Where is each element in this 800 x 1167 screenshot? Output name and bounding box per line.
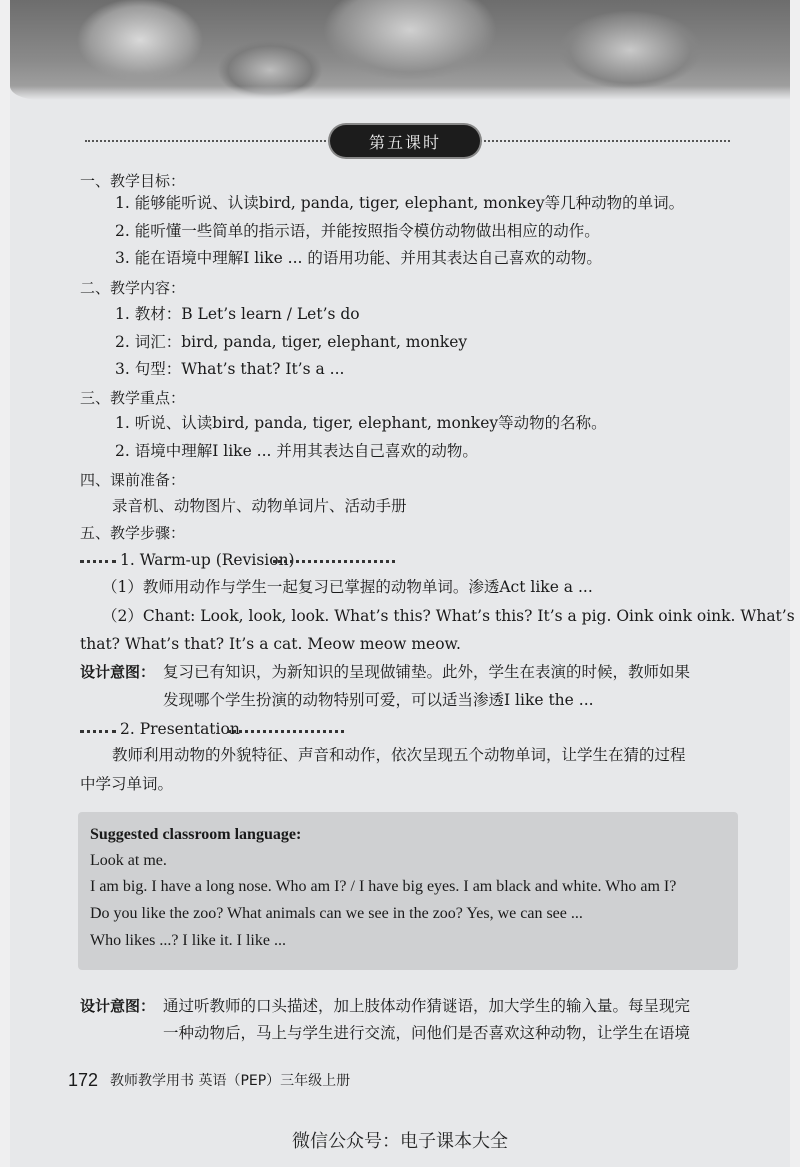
step-title: 2. Presentation <box>120 720 240 738</box>
section-heading: 一、教学目标： <box>80 172 186 190</box>
paragraph: （1）教师用动作与学生一起复习已掌握的动物单词。渗透Act like a ... <box>102 578 593 596</box>
paragraph: 复习已有知识，为新知识的呈现做铺垫。此外，学生在表演的时候，教师如果 <box>163 663 691 681</box>
wave-divider <box>80 730 116 733</box>
design-intent-label: 设计意图： <box>80 663 156 681</box>
book-title: 教师教学用书 英语（PEP）三年级上册 <box>110 1073 351 1089</box>
list-item: 2. 语境中理解I like ... 并用其表达自己喜欢的动物。 <box>115 442 478 460</box>
wave-divider <box>228 730 344 733</box>
watermark: 微信公众号：电子课本大全 <box>292 1131 508 1152</box>
list-item: 2. 能听懂一些简单的指示语，并能按照指令模仿动物做出相应的动作。 <box>115 222 600 240</box>
section-heading: 二、教学内容： <box>80 279 186 297</box>
box-line: Do you like the zoo? What animals can we see in the zoo? Yes, we can see ... <box>90 905 583 922</box>
page-number: 172 <box>68 1070 99 1090</box>
section-heading: 五、教学步骤： <box>80 524 186 542</box>
divider-right <box>480 140 730 142</box>
list-item: 1. 教材：B Let’s learn / Let’s do <box>115 305 360 323</box>
list-item: 录音机、动物图片、动物单词片、活动手册 <box>112 497 407 515</box>
list-item: 3. 能在语境中理解I like ... 的语用功能、并用其表达自己喜欢的动物。 <box>115 249 602 267</box>
decorative-banner <box>10 0 790 100</box>
box-title: Suggested classroom language: <box>90 826 302 843</box>
box-line: I am big. I have a long nose. Who am I? / I have big eyes. I am black and white. Who am I? <box>90 878 677 895</box>
paragraph: 发现哪个学生扮演的动物特别可爱，可以适当渗透I like the ... <box>163 691 594 709</box>
divider-left <box>85 140 330 142</box>
section-heading: 三、教学重点： <box>80 389 186 407</box>
paragraph: （2）Chant: Look, look, look. What’s this? What’s this? It’s a pig. Oink oink oink. What’s <box>102 607 795 625</box>
list-item: 2. 词汇：bird, panda, tiger, elephant, monkey <box>115 333 468 351</box>
wave-divider <box>80 560 116 563</box>
lesson-title: 第五课时 <box>330 125 480 157</box>
list-item: 3. 句型：What’s that? It’s a ... <box>115 360 345 378</box>
paragraph: 教师利用动物的外貌特征、声音和动作，依次呈现五个动物单词，让学生在猜的过程 <box>112 746 686 764</box>
section-heading: 四、课前准备： <box>80 471 186 489</box>
step-title: 1. Warm-up (Revision) <box>120 551 295 569</box>
box-line: Look at me. <box>90 852 167 869</box>
paragraph: 通过听教师的口头描述，加上肢体动作猜谜语，加大学生的输入量。每呈现完 <box>163 997 691 1015</box>
list-item: 1. 能够能听说、认读bird, panda, tiger, elephant, monkey等几种动物的单词。 <box>115 194 685 212</box>
design-intent-label: 设计意图： <box>80 997 156 1015</box>
paragraph: that? What’s that? It’s a cat. Meow meow meow. <box>80 635 461 653</box>
paragraph: 一种动物后，马上与学生进行交流，问他们是否喜欢这种动物，让学生在语境 <box>163 1024 691 1042</box>
paragraph: 中学习单词。 <box>80 775 174 793</box>
wave-divider <box>273 560 395 563</box>
box-line: Who likes ...? I like it. I like ... <box>90 932 286 949</box>
list-item: 1. 听说、认读bird, panda, tiger, elephant, monkey等动物的名称。 <box>115 414 607 432</box>
